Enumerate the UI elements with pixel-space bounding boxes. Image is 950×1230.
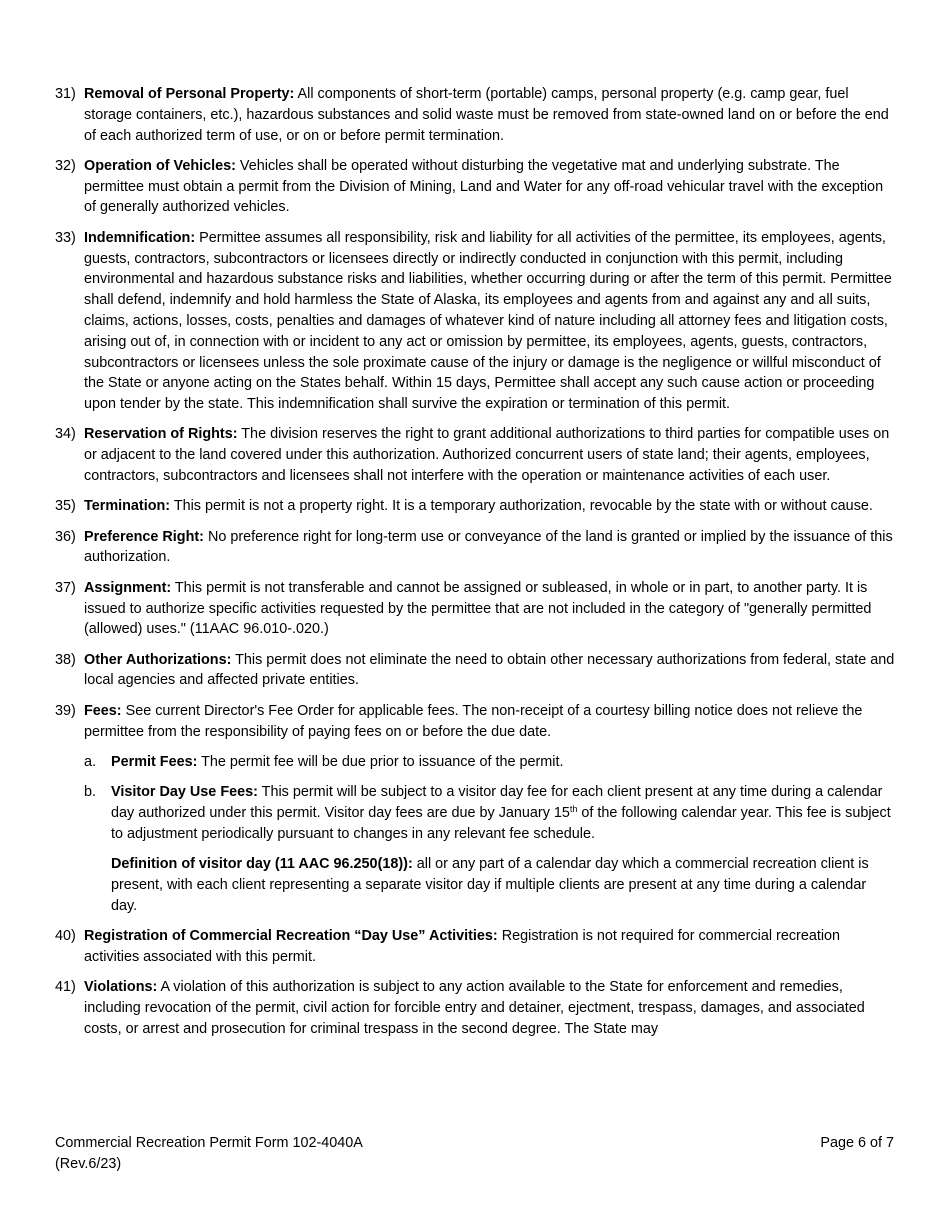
provision-text: Registration is not required for commercial recreation activities associated with this permit. (84, 927, 841, 965)
provision-41 (55, 977, 895, 1039)
provision-text: This permit is not transferable and cannot be assigned or subleased, in whole or in part, to another party. It is issued to authorize specific activities requested by the permittee that are not included in the category of "generally permitted (allowed) uses." (11AAC 96.010-.020.) (84, 579, 872, 638)
provision-35 (55, 496, 895, 517)
provision-number: 37) (55, 579, 76, 596)
provision-text: This permit is not a property right. It is a temporary authorization, revocable by the state with or without cause. (170, 498, 873, 515)
provision-number: 40) (55, 927, 76, 944)
ordinal-suffix: th (569, 803, 578, 814)
provision-32 (55, 156, 895, 218)
footer-form-name: Commercial Recreation Permit Form 102-4040A (55, 1135, 363, 1151)
footer-revision: (Rev.6/23) (55, 1155, 122, 1172)
provision-title: Fees: (84, 702, 122, 719)
provision-40 (55, 926, 895, 968)
subitem-letter: a. (84, 753, 97, 770)
provision-text: Vehicles shall be operated without disturbing the vegetative mat and underlying substrate. The permittee must obtain a permit from the Division of Mining, Land and Water for any off-road vehicular travel with the exception of generally authorized vehicles. (84, 157, 884, 216)
subitem-text-continued: of the following calendar year. This fee is subject to adjustment periodically pursuant to changes in any relevant fee schedule. (111, 804, 891, 842)
subitem-text: This permit will be subject to a visitor day fee for each client present at any time during a calendar day authorized under this permit. Visitor day fees are due by January 15 (111, 784, 883, 821)
footer-form-info (55, 1133, 363, 1174)
provision-number: 31) (55, 86, 76, 102)
subitem-title: Permit Fees: (111, 753, 198, 770)
provision-number: 34) (55, 426, 76, 443)
provision-number: 33) (55, 229, 76, 246)
provision-text: All components of short-term (portable) camps, personal property (e.g. camp gear, fuel storage containers, etc.), hazardous substances and solid waste must be removed from state-owned land on or before the end of each authorized term of use, or on or before permit termination. (84, 86, 889, 144)
provision-text: No preference right for long-term use or conveyance of the land is granted or implied by the issuance of this authorization. (84, 528, 893, 566)
provision-37 (55, 578, 895, 640)
provision-title: Violations: (84, 978, 158, 995)
provision-number: 36) (55, 528, 76, 545)
provision-title: Other Authorizations: (84, 651, 232, 668)
provision-title: Assignment: (84, 579, 172, 596)
provision-title: Preference Right: (84, 528, 204, 545)
definition-title: Definition of visitor day (11 AAC 96.250(18)): (111, 856, 413, 872)
visitor-day-definition (55, 854, 895, 916)
provision-number: 38) (55, 651, 76, 668)
provision-38 (55, 650, 895, 692)
subitem-title: Visitor Day Use Fees: (111, 784, 258, 801)
provision-title: Indemnification: (84, 229, 196, 246)
provision-36 (55, 527, 895, 569)
provision-number: 39) (55, 702, 76, 719)
subitem-letter: b. (84, 784, 97, 801)
provision-text: Permittee assumes all responsibility, risk and liability for all activities of the permittee, its employees, agents, guests, contractors, subcontractors or licensees directly or indirectly conducted in conjunction with this permit, including environmental and hazardous substance risks and liabilities, whether occurring during or after the term of this permit. Permittee shall defend, indemnify and hold harmless the State of Alaska, its employees and agents from and against any and all suits, claims, actions, losses, costs, penalties and damages of whatever kind of nature including all attorney fees and litigation costs, arising out of, in connection with or incident to any act or omission by permittee, its employees, agents, guests, contractors, subcontractors or licensees unless the sole proximate cause of the injury or damage is the negligence or willful misconduct of the State or anyone acting on the States behalf. Within 15 days, Permittee shall accept any such cause action or proceeding upon tender by the state. This indemnification shall survive the expiration or termination of this permit. (84, 229, 892, 413)
footer-page-number: Page 6 of 7 (820, 1135, 894, 1151)
provision-title: Registration of Commercial Recreation “Day Use” Activities: (84, 927, 498, 944)
provision-number: 32) (55, 157, 76, 174)
provision-title: Termination: (84, 498, 171, 515)
provision-text: See current Director's Fee Order for applicable fees. The non-receipt of a courtesy billing notice does not relieve the permittee from the responsibility of paying fees on or before the due date. (84, 702, 863, 740)
provision-31 (55, 84, 895, 146)
provision-text: This permit does not eliminate the need to obtain other necessary authorizations from federal, state and local agencies and affected private entities. (84, 651, 895, 689)
provision-title: Reservation of Rights: (84, 426, 238, 443)
provision-text: A violation of this authorization is subject to any action available to the State for enforcement and remedies, including revocation of the permit, civil action for forcible entry and detainer, ejectment, trespass, damages, and associated costs, or arrest and prosecution for criminal trespass in the second degree. The State may (84, 978, 865, 1037)
definition-text: all or any part of a calendar day which a commercial recreation client is present, with each client representing a separate visitor day if multiple clients are present at any time during a calendar day. (111, 856, 869, 914)
provision-title: Removal of Personal Property: (84, 86, 295, 102)
provision-39 (55, 701, 895, 743)
document-body (55, 84, 895, 1049)
provision-number: 35) (55, 498, 76, 515)
provision-33 (55, 228, 895, 415)
provision-number: 41) (55, 978, 76, 995)
fee-subitem-permit-fees (55, 752, 895, 773)
fee-subitem-visitor-day-fees (55, 782, 895, 844)
provision-text: The division reserves the right to grant additional authorizations to third parties for compatible uses on or adjacent to the land covered under this authorization. Authorized concurrent users of state land; their agents, employees, contractors, subcontractors and licensees shall not interfere with the operation or maintenance activities of each user. (84, 426, 890, 485)
provision-34 (55, 424, 895, 486)
provision-title: Operation of Vehicles: (84, 157, 236, 174)
subitem-text: The permit fee will be due prior to issuance of the permit. (197, 753, 564, 770)
